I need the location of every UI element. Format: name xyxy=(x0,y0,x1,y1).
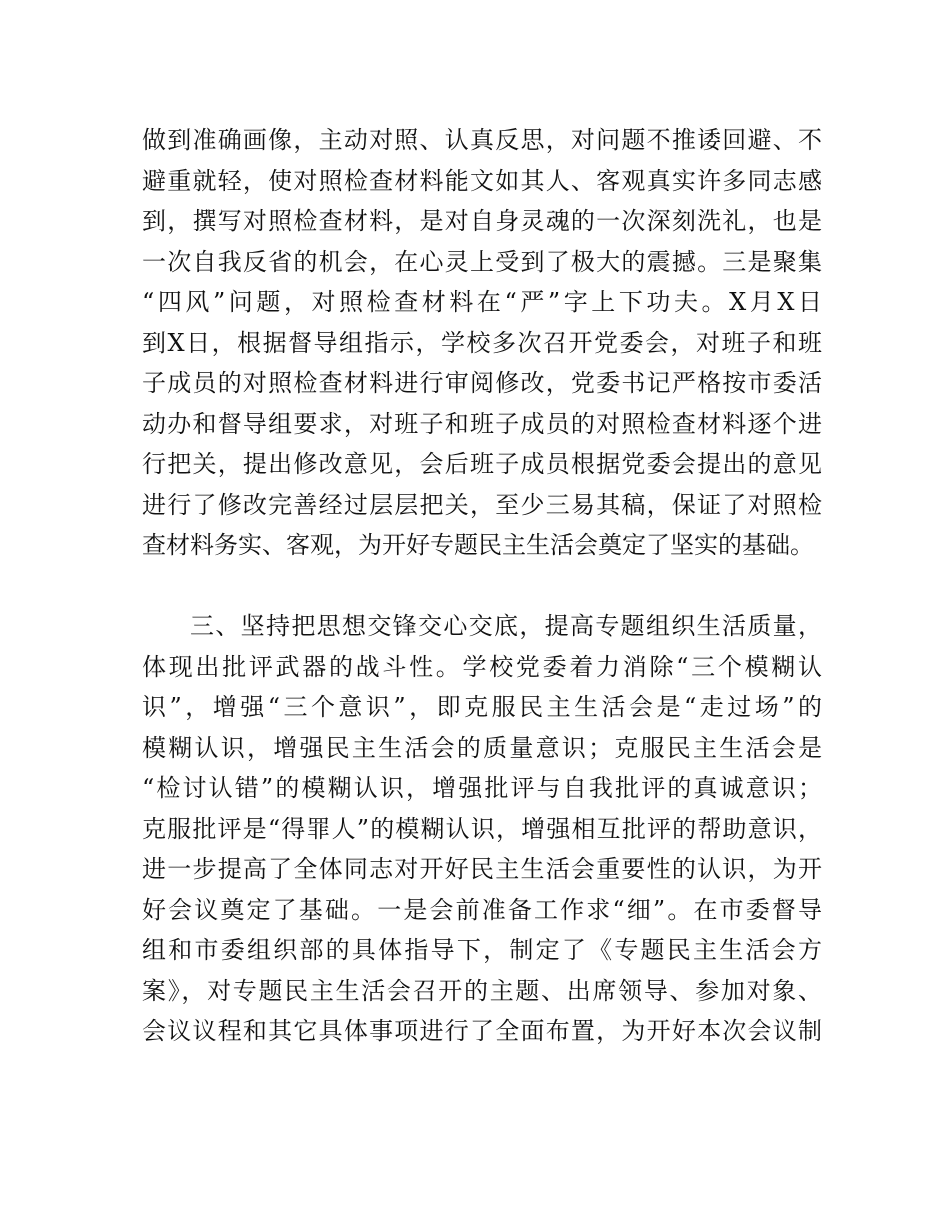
text-line: 克服批评是“得罪人”的模糊认识，增强相互批评的帮助意识， xyxy=(142,814,822,843)
text-line: 好会议奠定了基础。一是会前准备工作求“细”。在市委督导 xyxy=(142,895,822,924)
text-line: 体现出批评武器的战斗性。学校党委着力消除“三个模糊认 xyxy=(142,652,822,681)
text-line: 一次自我反省的机会，在心灵上受到了极大的震撼。三是聚集 xyxy=(142,247,822,276)
paragraph-section-three xyxy=(142,606,822,1052)
text-line: 案》，对专题民主生活会召开的主题、出席领导、参加对象、 xyxy=(142,976,822,1005)
text-line: 识”，增强“三个意识”，即克服民主生活会是“走过场”的 xyxy=(142,693,822,721)
text-line: 到，撰写对照检查材料，是对自身灵魂的一次深刻洗礼，也是 xyxy=(142,207,822,235)
text-line: 进一步提高了全体同志对开好民主生活会重要性的认识，为开 xyxy=(142,855,822,883)
text-line: 到X日，根据督导组指示，学校多次召开党委会，对班子和班 xyxy=(142,328,822,357)
text-line: 会议议程和其它具体事项进行了全面布置，为开好本次会议制 xyxy=(142,1017,822,1045)
text-line: 模糊认识，增强民主生活会的质量意识；克服民主生活会是 xyxy=(142,733,822,762)
text-line: 做到准确画像，主动对照、认真反思，对问题不推诿回避、不 xyxy=(142,126,822,154)
text-line: “检讨认错”的模糊认识，增强批评与自我批评的真诚意识； xyxy=(142,774,822,802)
text-line: 组和市委组织部的具体指导下，制定了《专题民主生活会方 xyxy=(142,936,822,964)
text-line: 行把关，提出修改意见，会后班子成员根据党委会提出的意见 xyxy=(142,450,822,478)
section-heading-line: 三、坚持把思想交锋交心交底，提高专题组织生活质量， xyxy=(190,612,822,640)
text-line: “四风”问题，对照检查材料在“严”字上下功夫。X月X日 xyxy=(142,288,822,316)
text-line: 进行了修改完善经过层层把关，至少三易其稿，保证了对照检 xyxy=(142,490,822,519)
text-line: 动办和督导组要求，对班子和班子成员的对照检查材料逐个进 xyxy=(142,409,822,438)
paragraph-continuation xyxy=(142,120,822,566)
text-line: 查材料务实、客观，为开好专题民主生活会奠定了坚实的基础。 xyxy=(142,531,814,559)
text-line: 子成员的对照检查材料进行审阅修改，党委书记严格按市委活 xyxy=(142,369,822,397)
text-line: 避重就轻，使对照检查材料能文如其人、客观真实许多同志感 xyxy=(142,166,822,195)
